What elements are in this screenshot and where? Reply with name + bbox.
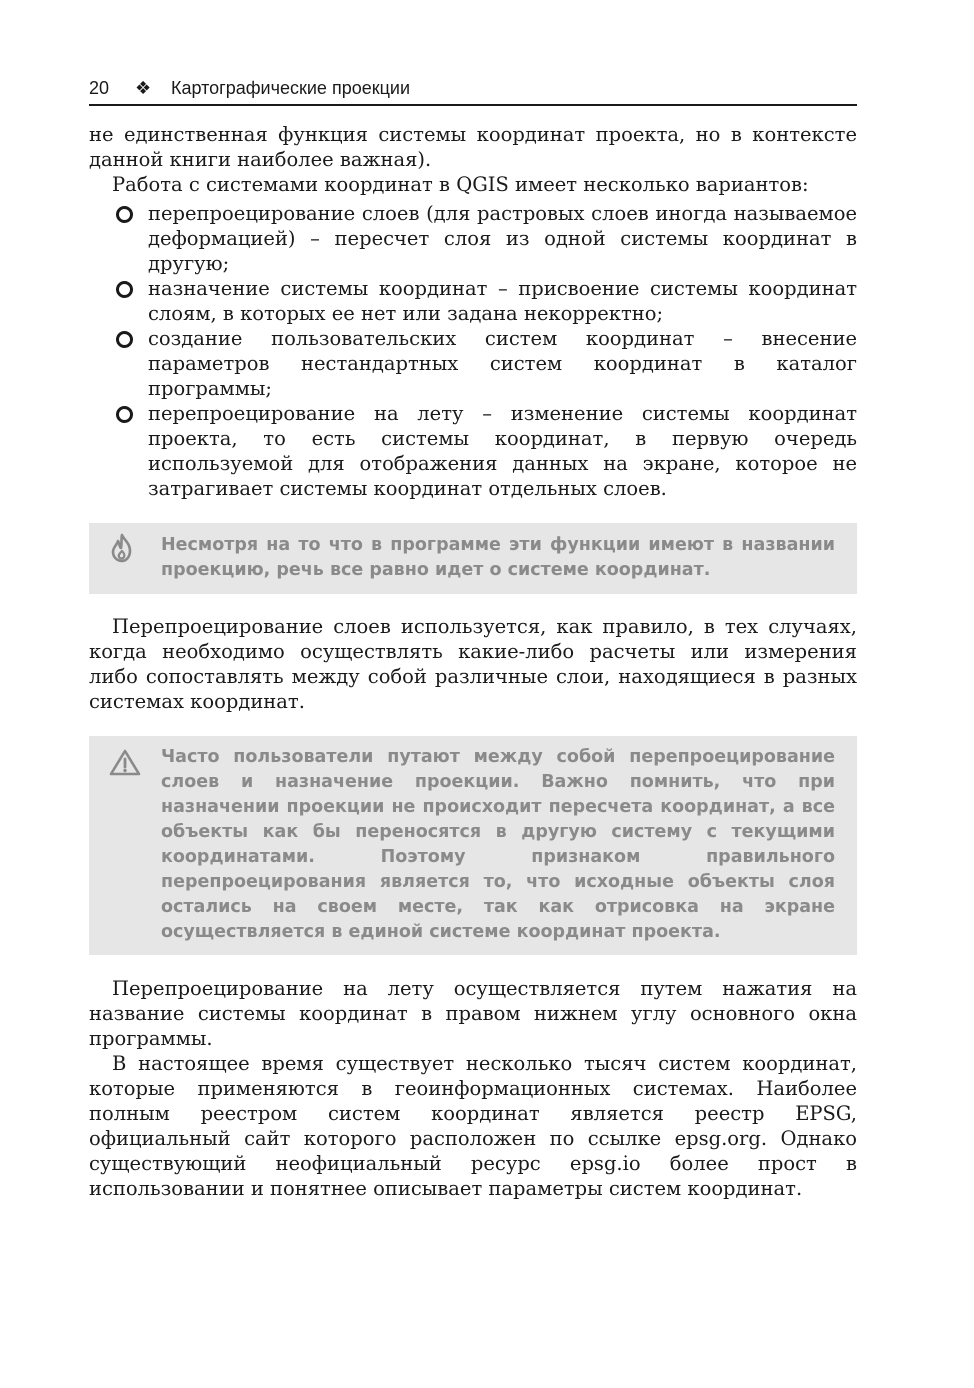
paragraph-intro-list: Работа с системами координат в QGIS имеет несколько вариантов: [112,173,809,196]
circle-bullet-icon [116,206,133,223]
flame-icon [109,533,135,571]
tip-note-box [89,523,857,594]
tip-note-text: Несмотря на то что в программе эти функции имеют в названии проекцию, речь все равно идет о системе координат. [161,535,835,580]
warning-note-box [89,736,857,955]
circle-bullet-icon [116,406,133,423]
circle-bullet-icon [116,281,133,298]
circle-bullet-icon [116,331,133,348]
list-item: назначение системы координат – присвоение системы координат слоям, в которых ее нет или задана некорректно; [89,276,857,326]
paragraph-reprojection: Перепроецирование слоев используется, как правило, в тех случаях, когда необходимо осуществлять какие-либо расчеты или измерения либо сопоставлять между собой различные слои, находящиеся в разных системах координат. [89,615,857,713]
paragraph-on-the-fly: Перепроецирование на лету осуществляется путем нажатия на название системы координат в правом нижнем углу основного окна программы. [89,977,857,1050]
running-header [89,78,857,106]
chapter-title: Картографические проекции [171,78,411,98]
list-item: перепроецирование слоев (для растровых слоев иногда называемое деформацией) – пересчет слоя из одной системы координат в другую; [89,201,857,276]
page-number: 20 [89,78,110,98]
header-ornament: ❖ [135,78,152,98]
warning-triangle-icon [109,748,141,784]
paragraph-continuation: не единственная функция системы координат проекта, но в контексте данной книги наиболее важная). [89,123,857,171]
page-body [89,122,857,1201]
options-list [89,201,857,501]
paragraph-epsg: В настоящее время существует несколько тысяч систем координат, которые применяются в геоинформационных системах. Наиболее полным реестром систем координат является реестр EPSG, официальный сайт которого расположен по ссылке epsg.org. Однако существующий неофициальный ресурс epsg.io более прост в использовании и понятнее описывает параметры систем координат. [89,1052,857,1200]
warning-note-text: Часто пользователи путают между собой перепроецирование слоев и назначение проекции. Важно помнить, что при назначении проекции не происходит пересчета координат, а все объекты как бы переносятся в другую систему с текущими координатами. Поэтому признаком правильного перепроецирования является то, что исходные объекты слоя остались на своем месте, так как отрисовка на экране осуществляется в единой системе координат проекта. [161,747,835,942]
list-item: создание пользовательских систем координат – внесение параметров нестандартных систем координат в каталог программы; [89,326,857,401]
list-item: перепроецирование на лету – изменение системы координат проекта, то есть системы координат, в первую очередь используемой для отображения данных на экране, которое не затрагивает системы координат отдельных слоев. [89,401,857,501]
